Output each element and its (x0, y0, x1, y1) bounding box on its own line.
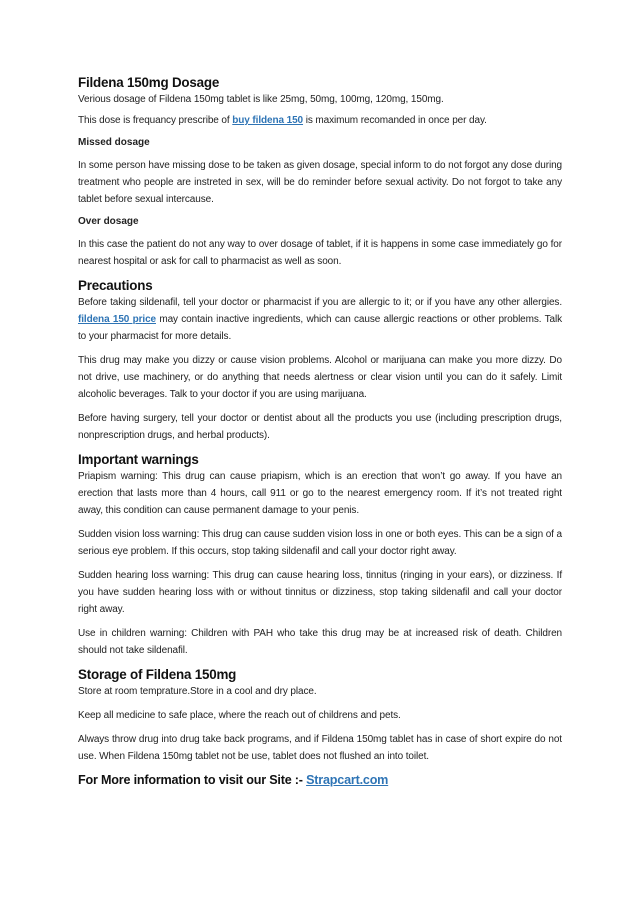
storage-paragraph-1: Store at room temprature.Store in a cool and dry place. (78, 686, 317, 697)
warnings-paragraph-3: Sudden hearing loss warning: This drug can cause hearing loss, tinnitus (ringing in your ears), or dizziness. If you have sudden hearing loss with or without tinnitus or dizziness, stop taking sildenafil and call your doctor right away. (78, 570, 562, 615)
precautions-paragraph-2: This drug may make you dizzy or cause vision problems. Alcohol or marijuana can make you more dizzy. Do not drive, use machinery, or do anything that needs alertness or clear vision until you can do it safely. Limit alcoholic beverages. Talk to your doctor if you are using marijuana. (78, 355, 562, 400)
storage-paragraph-2: Keep all medicine to safe place, where the reach out of childrens and pets. (78, 710, 401, 721)
precautions-paragraph-1: Before taking sildenafil, tell your doctor or pharmacist if you are allergic to it; or if you have any other allergies. fildena 150 price may contain inactive ingredients, which can cause allergic reactions or other problems. Talk to your pharmacist for more details. (78, 297, 562, 342)
precautions-paragraph-3: Before having surgery, tell your doctor or dentist about all the products you use (including prescription drugs, nonprescription drugs, and herbal products). (78, 413, 562, 441)
dosage-heading: Fildena 150mg Dosage (78, 75, 220, 90)
strapcart-link[interactable]: Strapcart.com (306, 773, 389, 787)
storage-paragraph-3: Always throw drug into drug take back programs, and if Fildena 150mg tablet has in case of short expire do not use. When Fildena 150mg tablet not be use, tablet does not flushed an into toilet. (78, 734, 562, 762)
warnings-paragraph-2: Sudden vision loss warning: This drug can cause sudden vision loss in one or both eyes. This can be a sign of a serious eye problem. If this occurs, stop taking sildenafil and call your doctor right away. (78, 529, 562, 557)
fildena-price-link[interactable]: fildena 150 price (78, 314, 156, 325)
missed-dosage-heading: Missed dosage (78, 137, 150, 148)
warnings-paragraph-1: Priapism warning: This drug can cause priapism, which is an erection that won’t go away. If you have an erection that lasts more than 4 hours, call 911 or go to the nearest emergency room. If it’s not treated right away, this condition can cause permanent damage to your penis. (78, 471, 562, 516)
missed-dosage-paragraph: In some person have missing dose to be taken as given dosage, special inform to do not forgot any dose during treatment who people are instreted in sex, will be do reminder before sexual activity. Do not forgot to take any tablet before sexual intercause. (78, 160, 562, 205)
over-dosage-heading: Over dosage (78, 216, 139, 227)
precautions-heading: Precautions (78, 278, 153, 293)
dosage-paragraph-1: Verious dosage of Fildena 150mg tablet is like 25mg, 50mg, 100mg, 120mg, 150mg. (78, 94, 444, 105)
buy-fildena-link[interactable]: buy fildena 150 (232, 115, 304, 126)
dosage-paragraph-2: This dose is frequancy prescribe of buy fildena 150 is maximum recomanded in once per day. (78, 115, 487, 126)
storage-heading: Storage of Fildena 150mg (78, 667, 237, 682)
over-dosage-paragraph: In this case the patient do not any way to over dosage of tablet, if it is happens in some case immediately go for nearest hospital or ask for call to pharmacist as well as soon. (78, 239, 562, 267)
site-info-line: For More information to visit our Site :- Strapcart.com (78, 773, 389, 787)
warnings-heading: Important warnings (78, 452, 199, 467)
warnings-paragraph-4: Use in children warning: Children with PAH who take this drug may be at increased risk of death. Children should not take sildenafil. (78, 628, 562, 656)
